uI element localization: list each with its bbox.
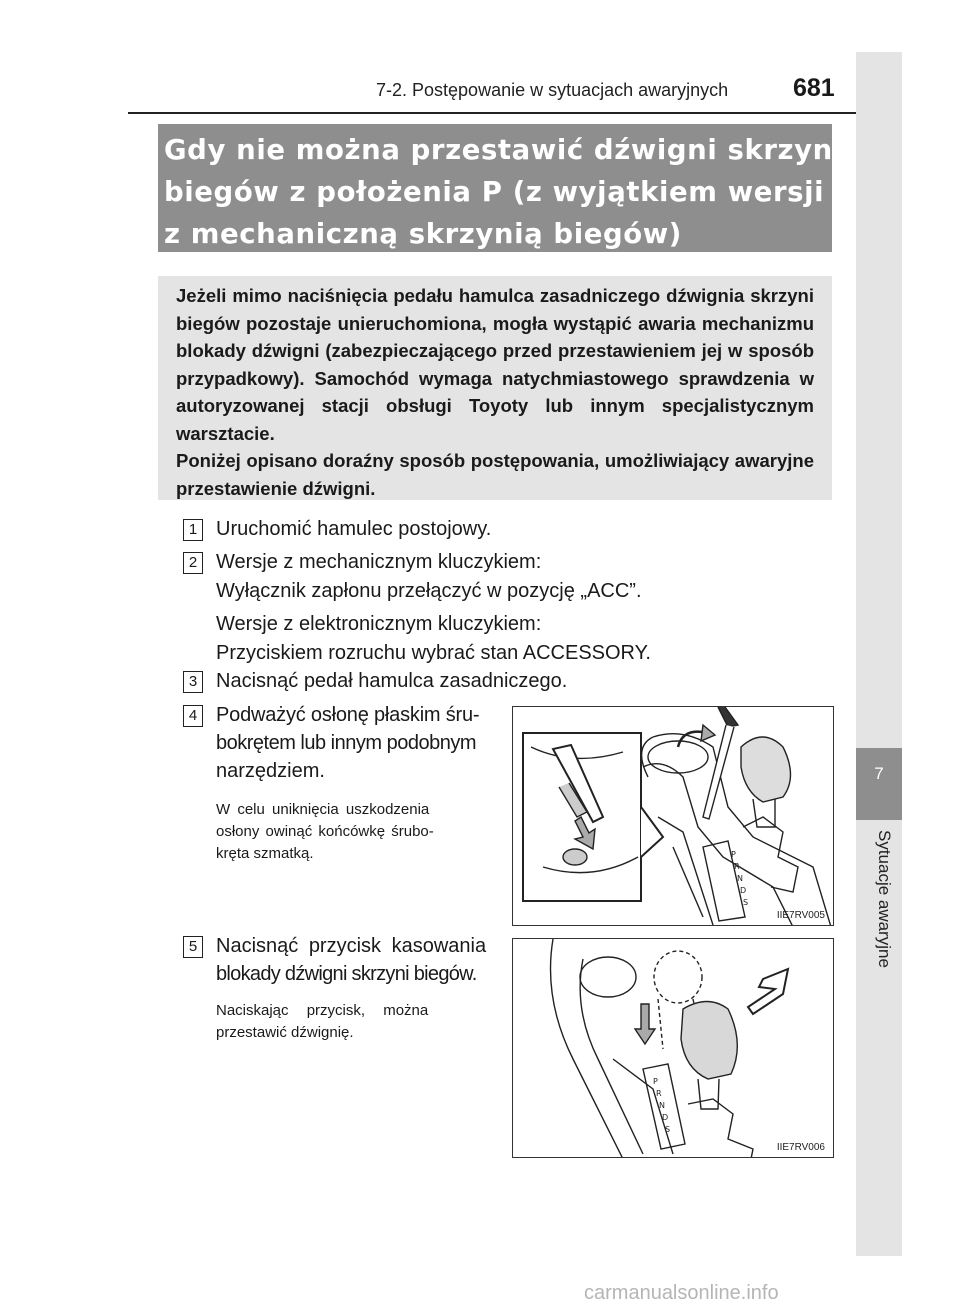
page-title <box>158 124 843 252</box>
step-number-3: 3 <box>183 671 203 693</box>
step-5-line: blokady dźwigni skrzyni biegów. <box>216 963 477 985</box>
header-divider <box>128 112 856 114</box>
step-1-text: Uruchomić hamulec postojowy. <box>216 518 492 540</box>
step-number-1: 1 <box>183 519 203 541</box>
step-number-4: 4 <box>183 705 203 727</box>
intro-box <box>158 276 832 500</box>
chapter-number: 7 <box>874 764 884 783</box>
note-line: kręta szmatką. <box>216 845 314 862</box>
step-3-text: Nacisnąć pedał hamulca zasadniczego. <box>216 670 568 692</box>
pry-cover-illustration <box>513 707 834 926</box>
release-button-illustration <box>513 939 834 1158</box>
section-header: 7-2. Postępowanie w sytuacjach awaryjnych <box>376 80 729 100</box>
note-line: W celu uniknięcia uszkodzenia <box>216 801 430 818</box>
step-4-text <box>216 701 494 865</box>
note-line: osłony owinąć końcówkę śrubo- <box>216 823 434 840</box>
chapter-tab[interactable] <box>856 748 902 820</box>
note-line: Naciskając przycisk, można <box>216 1002 429 1019</box>
gate-letter-s: S <box>743 898 749 907</box>
gate-letter-n: N <box>659 1101 665 1110</box>
intro-paragraph: Poniżej opisano doraźny sposób postępowania, umożliwiający awaryjne przestawienie dźwigni. <box>176 450 814 499</box>
chapter-label: Sytuacje awaryjne <box>875 830 894 968</box>
page-number: 681 <box>793 74 835 102</box>
step-2-line: Wersje z mechanicznym kluczykiem: <box>216 551 542 573</box>
step-5-text <box>216 932 496 1044</box>
gate-letter-p: P <box>731 850 736 859</box>
footer-watermark: carmanualsonline.info <box>584 1282 779 1304</box>
step-5-line: Nacisnąć przycisk kasowania <box>216 935 487 957</box>
figure-code: IIE7RV006 <box>776 1142 825 1153</box>
step-2-line: Wersje z elektronicznym kluczykiem: <box>216 613 542 635</box>
figure-release-button <box>512 938 834 1158</box>
intro-paragraph: Jeżeli mimo naciśnięcia pedału hamulca zasadniczego dźwignia skrzyni biegów pozostaje unieruchomiona, mogła wystąpić awaria mechanizmu blokady dźwigni (zabezpieczającego przed przestawieniem jej w sposób przypadkowy). Samochód wymaga natychmiastowego sprawdzenia w autoryzowanej stacji obsługi Toyoty lub innym specjalistycznym warsztacie. <box>176 285 814 444</box>
step-4-note <box>216 799 494 865</box>
step-2-line: Wyłącznik zapłonu przełączyć w pozycję „ACC”. <box>216 580 642 602</box>
gate-letter-d: D <box>662 1113 669 1122</box>
step-4-line: bokrętem lub innym podobnym <box>216 732 476 754</box>
step-number-5: 5 <box>183 936 203 958</box>
title-line: Gdy nie można przestawić dźwigni skrzyni <box>164 134 843 166</box>
gate-letter-n: N <box>737 874 743 883</box>
title-line: z mechaniczną skrzynią biegów) <box>164 218 682 250</box>
gate-letter-r: R <box>656 1089 662 1098</box>
gate-letter-p: P <box>653 1077 658 1086</box>
gate-letter-s: S <box>665 1125 671 1134</box>
step-4-line: narzędziem. <box>216 760 325 782</box>
note-line: przestawić dźwignię. <box>216 1024 354 1041</box>
step-number-2: 2 <box>183 552 203 574</box>
gate-letter-d: D <box>740 886 747 895</box>
step-4-line: Podważyć osłonę płaskim śru- <box>216 704 480 726</box>
gate-letter-r: R <box>734 862 740 871</box>
title-line: biegów z położenia P (z wyjątkiem wersji <box>164 176 825 208</box>
figure-pry-cover <box>512 706 834 926</box>
step-2-line: Przyciskiem rozruchu wybrać stan ACCESSORY. <box>216 642 651 664</box>
step-5-note <box>216 1000 496 1044</box>
figure-code: IIE7RV005 <box>776 910 825 921</box>
